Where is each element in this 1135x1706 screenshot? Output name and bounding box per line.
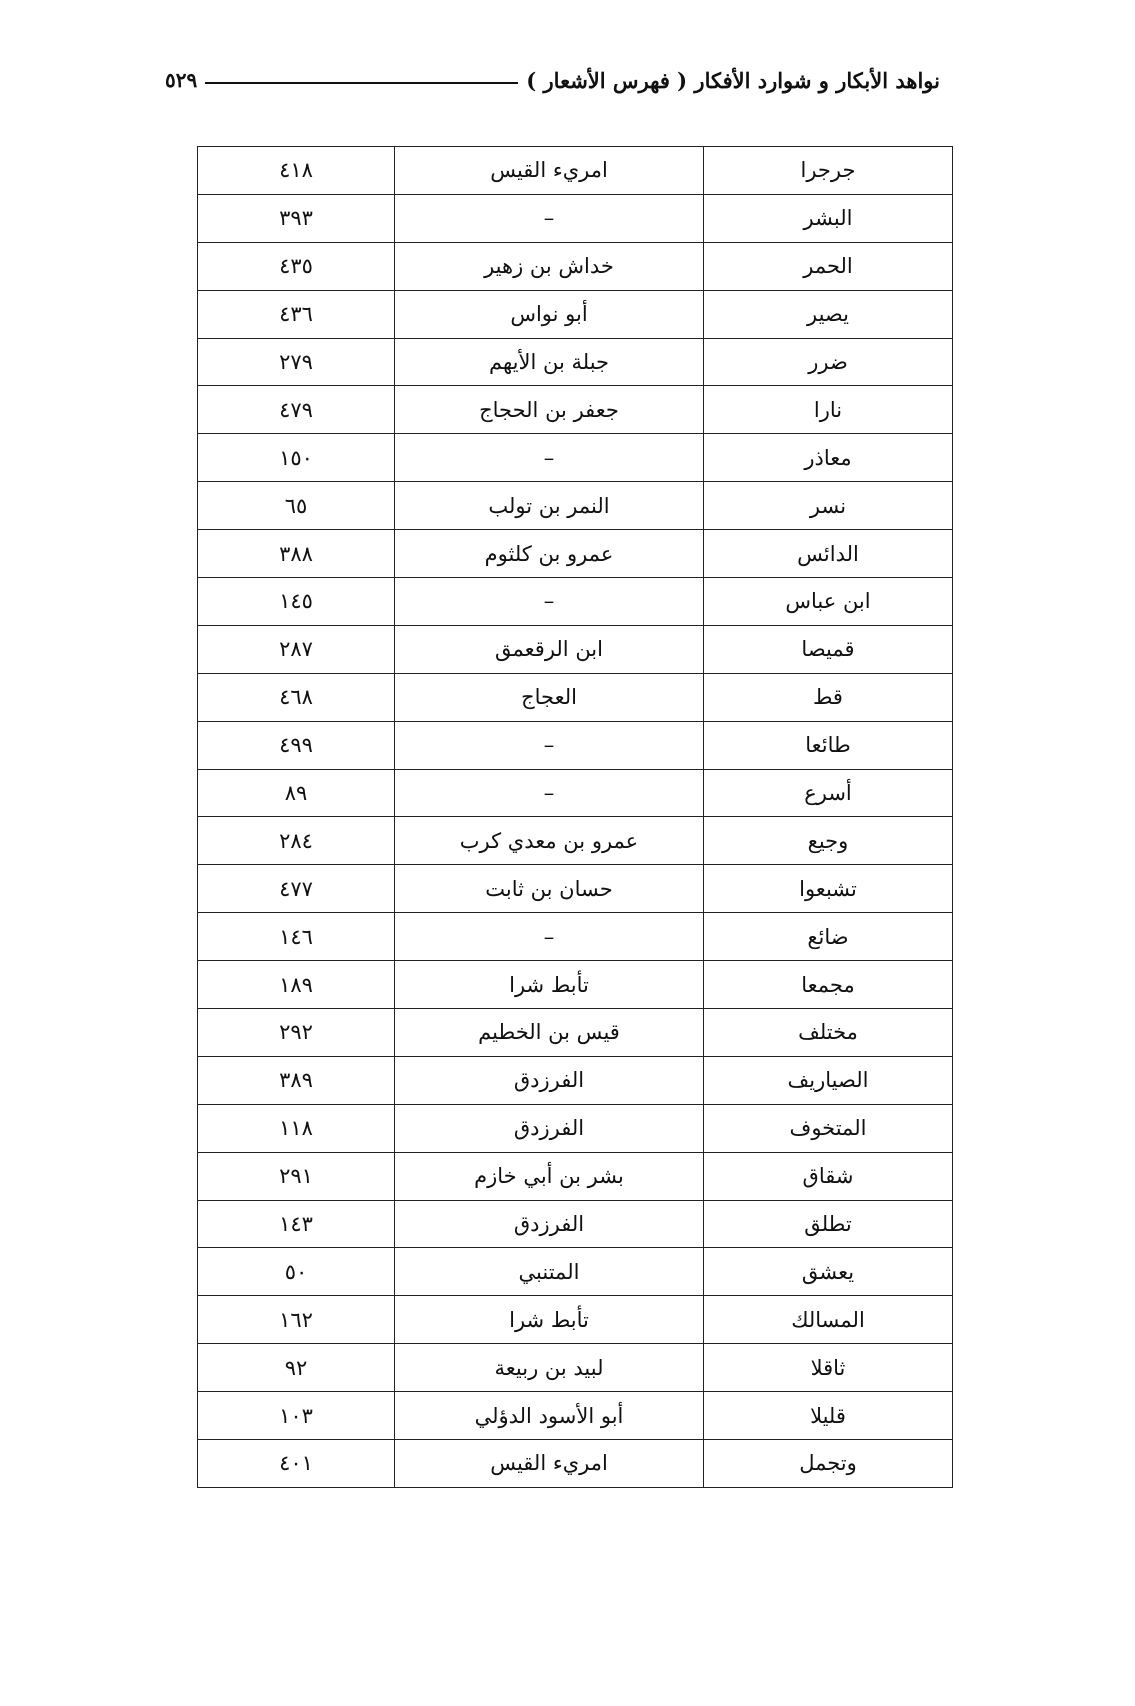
poet-name-cell: تأبط شرا [395, 961, 704, 1009]
poetry-index-body [198, 147, 953, 1488]
poet-name-cell: أبو الأسود الدؤلي [395, 1392, 704, 1440]
table-row [198, 673, 953, 721]
poetry-index-table [197, 146, 953, 1488]
rhyme-word-cell: نارا [704, 386, 953, 434]
poet-name-cell: – [395, 194, 704, 242]
page-number-cell: ٦٥ [198, 482, 395, 530]
page-number-cell: ٥٠ [198, 1248, 395, 1296]
table-row [198, 290, 953, 338]
page-number-cell: ٣٩٣ [198, 194, 395, 242]
rhyme-word-cell: المسالك [704, 1296, 953, 1344]
poet-name-cell: الفرزدق [395, 1056, 704, 1104]
page-number-cell: ٤٧٩ [198, 386, 395, 434]
poet-name-cell: عمرو بن معدي كرب [395, 817, 704, 865]
page-number-cell: ٤١٨ [198, 147, 395, 195]
poet-name-cell: امريء القيس [395, 147, 704, 195]
table-row [198, 578, 953, 626]
table-row [198, 961, 953, 1009]
table-row [198, 1104, 953, 1152]
rhyme-word-cell: نسر [704, 482, 953, 530]
rhyme-word-cell: مختلف [704, 1009, 953, 1057]
rhyme-word-cell: قميصا [704, 625, 953, 673]
poet-name-cell: ابن الرقعمق [395, 625, 704, 673]
table-row [198, 147, 953, 195]
page-number-cell: ١٥٠ [198, 434, 395, 482]
table-row [198, 1296, 953, 1344]
table-row [198, 625, 953, 673]
table-row [198, 1009, 953, 1057]
page-number-cell: ٨٩ [198, 769, 395, 817]
page-number-cell: ١٤٣ [198, 1200, 395, 1248]
rhyme-word-cell: الدائس [704, 530, 953, 578]
page-number-cell: ٣٨٨ [198, 530, 395, 578]
rhyme-word-cell: ضرر [704, 338, 953, 386]
page-number-cell: ١٨٩ [198, 961, 395, 1009]
page-number-cell: ٤٣٦ [198, 290, 395, 338]
header-rule [205, 82, 518, 84]
rhyme-word-cell: يعشق [704, 1248, 953, 1296]
poet-name-cell: – [395, 578, 704, 626]
rhyme-word-cell: وجيع [704, 817, 953, 865]
poet-name-cell: – [395, 769, 704, 817]
page-number-cell: ٢٨٧ [198, 625, 395, 673]
table-row [198, 530, 953, 578]
poet-name-cell: – [395, 434, 704, 482]
rhyme-word-cell: يصير [704, 290, 953, 338]
page-number-cell: ١٦٢ [198, 1296, 395, 1344]
table-row [198, 1248, 953, 1296]
poet-name-cell: أبو نواس [395, 290, 704, 338]
rhyme-word-cell: البشر [704, 194, 953, 242]
page-number-cell: ٤٣٥ [198, 242, 395, 290]
poet-name-cell: الفرزدق [395, 1104, 704, 1152]
table-row [198, 865, 953, 913]
rhyme-word-cell: وتجمل [704, 1440, 953, 1488]
poet-name-cell: بشر بن أبي خازم [395, 1152, 704, 1200]
page-number-cell: ٢٩٢ [198, 1009, 395, 1057]
table-row [198, 338, 953, 386]
table-row [198, 242, 953, 290]
rhyme-word-cell: المتخوف [704, 1104, 953, 1152]
page-number-cell: ٤٠١ [198, 1440, 395, 1488]
page-number-cell: ٢٧٩ [198, 338, 395, 386]
poet-name-cell: المتنبي [395, 1248, 704, 1296]
rhyme-word-cell: قط [704, 673, 953, 721]
rhyme-word-cell: ضائع [704, 913, 953, 961]
table-row [198, 1392, 953, 1440]
poet-name-cell: – [395, 721, 704, 769]
rhyme-word-cell: تطلق [704, 1200, 953, 1248]
rhyme-word-cell: تشبعوا [704, 865, 953, 913]
rhyme-word-cell: ثاقلا [704, 1344, 953, 1392]
page-number-cell: ١٤٦ [198, 913, 395, 961]
rhyme-word-cell: مجمعا [704, 961, 953, 1009]
page-number-cell: ١٠٣ [198, 1392, 395, 1440]
rhyme-word-cell: طائعا [704, 721, 953, 769]
page-number-cell: ٤٩٩ [198, 721, 395, 769]
rhyme-word-cell: الحمر [704, 242, 953, 290]
table-row [198, 913, 953, 961]
table-row [198, 1200, 953, 1248]
poet-name-cell: عمرو بن كلثوم [395, 530, 704, 578]
poet-name-cell: حسان بن ثابت [395, 865, 704, 913]
poet-name-cell: قيس بن الخطيم [395, 1009, 704, 1057]
rhyme-word-cell: شقاق [704, 1152, 953, 1200]
table-row [198, 769, 953, 817]
page-number-cell: ١٤٥ [198, 578, 395, 626]
table-row [198, 1152, 953, 1200]
rhyme-word-cell: الصياريف [704, 1056, 953, 1104]
poet-name-cell: العجاج [395, 673, 704, 721]
page-number-cell: ٤٦٨ [198, 673, 395, 721]
poet-name-cell: امريء القيس [395, 1440, 704, 1488]
page-number: ٥٢٩ [165, 68, 198, 92]
table-row [198, 434, 953, 482]
page-number-cell: ٢٨٤ [198, 817, 395, 865]
running-title: نواهد الأبكار و شوارد الأفكار ( فهرس الأشعار ) [526, 67, 940, 93]
poet-name-cell: لبيد بن ربيعة [395, 1344, 704, 1392]
poet-name-cell: النمر بن تولب [395, 482, 704, 530]
page-number-cell: ٤٧٧ [198, 865, 395, 913]
page-number-cell: ٢٩١ [198, 1152, 395, 1200]
table-row [198, 1440, 953, 1488]
poet-name-cell: – [395, 913, 704, 961]
rhyme-word-cell: معاذر [704, 434, 953, 482]
table-row [198, 1056, 953, 1104]
table-row [198, 482, 953, 530]
table-row [198, 817, 953, 865]
page-number-cell: ٩٢ [198, 1344, 395, 1392]
page-header [165, 60, 940, 100]
poet-name-cell: جبلة بن الأيهم [395, 338, 704, 386]
rhyme-word-cell: أسرع [704, 769, 953, 817]
table-row [198, 194, 953, 242]
poet-name-cell: الفرزدق [395, 1200, 704, 1248]
poet-name-cell: جعفر بن الحجاج [395, 386, 704, 434]
table-row [198, 721, 953, 769]
poet-name-cell: تأبط شرا [395, 1296, 704, 1344]
rhyme-word-cell: قليلا [704, 1392, 953, 1440]
rhyme-word-cell: جرجرا [704, 147, 953, 195]
table-row [198, 1344, 953, 1392]
page-number-cell: ١١٨ [198, 1104, 395, 1152]
poet-name-cell: خداش بن زهير [395, 242, 704, 290]
page-number-cell: ٣٨٩ [198, 1056, 395, 1104]
table-row [198, 386, 953, 434]
rhyme-word-cell: ابن عباس [704, 578, 953, 626]
